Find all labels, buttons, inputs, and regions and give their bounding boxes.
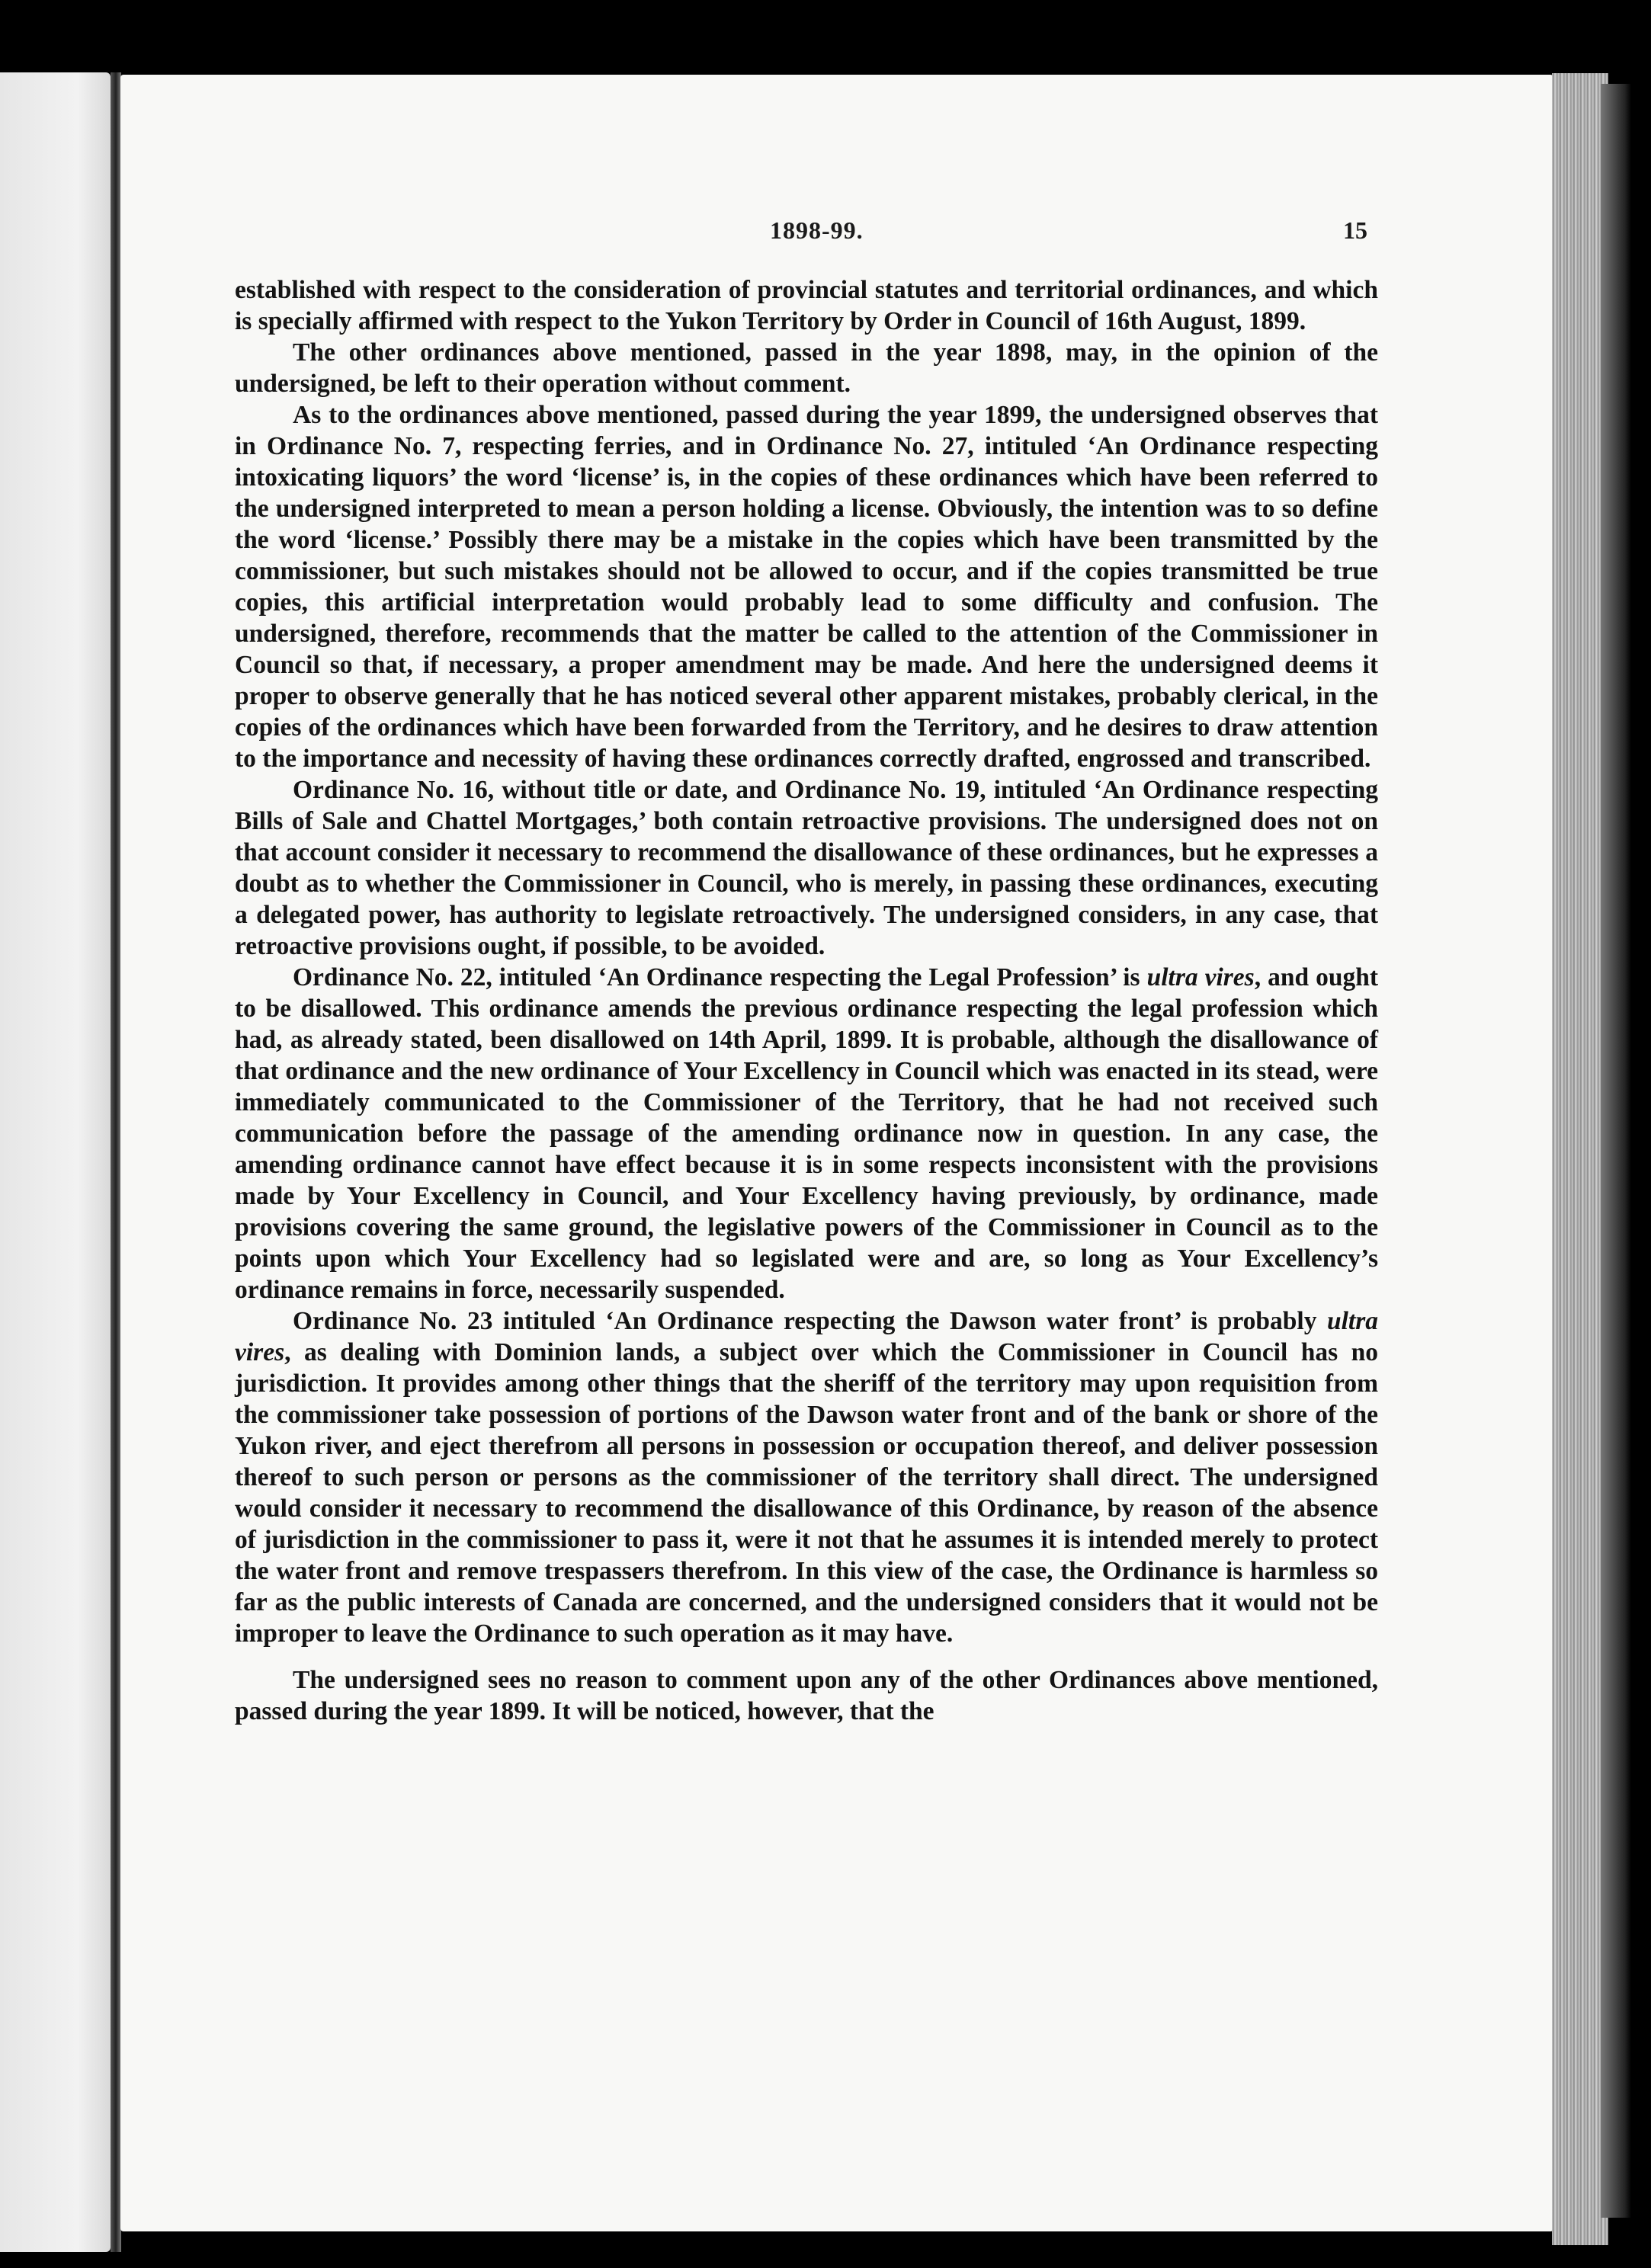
paragraph-6-part-a: Ordinance No. 23 intituled ‘An Ordinance respecting the Dawson water front’ is probably xyxy=(293,1307,1327,1335)
page-number: 15 xyxy=(1343,216,1367,244)
previous-page-edge xyxy=(0,72,111,2252)
paragraph-2: The other ordinances above mentioned, passed in the year 1898, may, in the opinion of the undersigned, be left to their operation without comment. xyxy=(235,338,1378,398)
body-text xyxy=(235,274,1378,1727)
paragraph-3: As to the ordinances above mentioned, passed during the year 1899, the undersigned observes that in Ordinance No. 7, respecting ferries, and in Ordinance No. 27, intituled ‘An Ordinance respecting intoxicating liquors’ the word ‘license’ is, in the copies of these ordinances which have been referred to the undersigned interpreted to mean a person holding a license. Obviously, the intention was to so define the word ‘license.’ Possibly there may be a mistake in the copies which have been transmitted by the commissioner, but such mistakes should not be allowed to occur, and if the copies transmitted be true copies, this artificial interpretation would probably lead to some difficulty and confusion. The undersigned, therefore, recommends that the matter be called to the attention of the Commissioner in Council so that, if necessary, a proper amendment may be made. And here the undersigned deems it proper to observe generally that he has noticed several other apparent mistakes, probably clerical, in the copies of the ordinances which have been forwarded from the Territory, and he desires to draw attention to the importance and necessity of having these ordinances correctly drafted, engrossed and transcribed. xyxy=(235,401,1378,773)
paragraph-1: established with respect to the consideration of provincial statutes and territorial ordinances, and which is specially affirmed with respect to the Yukon Territory by Order in Council of 16th August, 1899. xyxy=(235,276,1378,335)
page-edge-shadow xyxy=(1601,84,1631,2218)
paragraph-7: The undersigned sees no reason to comment upon any of the other Ordinances above mentioned, passed during the year 1899. It will be noticed, however, that the xyxy=(235,1666,1378,1725)
book-gutter xyxy=(111,72,121,2252)
paragraph-5-part-a: Ordinance No. 22, intituled ‘An Ordinance respecting the Legal Profession’ is xyxy=(293,963,1147,991)
paragraph-6-part-b: , as dealing with Dominion lands, a subject over which the Commissioner in Council has no jurisdiction. It provides among other things that the sheriff of the territory may upon requisition from the commissioner take possession of portions of the Dawson water front and of the bank or shore of the Yukon river, and eject therefrom all persons in possession or occupation thereof, and deliver possession thereof to such person or persons as the commissioner of the territory shall direct. The undersigned would consider it necessary to recommend the disallowance of this Ordinance, by reason of the absence of jurisdiction in the commissioner to pass it, were it not that he assumes it is intended merely to protect the water front and remove trespassers therefrom. In this view of the case, the Ordinance is harmless so far as the public interests of Canada are concerned, and the undersigned considers that it would not be improper to leave the Ordinance to such operation as it may have. xyxy=(235,1338,1378,1648)
paragraph-6-italic: ultra vires xyxy=(235,1307,1378,1366)
paragraph-5-part-b: , and ought to be disallowed. This ordinance amends the previous ordinance respecting the legal profession which had, as already stated, been disallowed on 14th April, 1899. It is probable, although the disallowance of that ordinance and the new ordinance of Your Excellency in Council which was enacted in its stead, were immediately communicated to the Commissioner of the Territory, that he had not received such communication before the passage of the amending ordinance now in question. In any case, the amending ordinance cannot have effect because it is in some respects inconsistent with the provisions made by Your Excellency in Council, and Your Excellency having previously, by ordinance, made provisions covering the same ground, the legislative powers of the Commissioner in Council as to the points upon which Your Excellency had so legislated were and are, so long as Your Excellency’s ordinance remains in force, necessarily suspended. xyxy=(235,963,1378,1304)
page-stack-edge xyxy=(1552,73,1608,2245)
paragraph-4: Ordinance No. 16, without title or date, and Ordinance No. 19, intituled ‘An Ordinance respecting Bills of Sale and Chattel Mortgages,’ both contain retroactive provisions. The undersigned does not on that account consider it necessary to recommend the disallowance of these ordinances, but he expresses a doubt as to whether the Commissioner in Council, who is merely, in passing these ordinances, executing a delegated power, has authority to legislate retroactively. The undersigned considers, in any case, that retroactive provisions ought, if possible, to be avoided. xyxy=(235,776,1378,960)
paragraph-5-italic: ultra vires xyxy=(1146,963,1255,991)
running-head: 1898-99. xyxy=(770,216,864,244)
paragraph-6 xyxy=(235,1305,1378,1649)
paragraph-5 xyxy=(235,962,1378,1305)
